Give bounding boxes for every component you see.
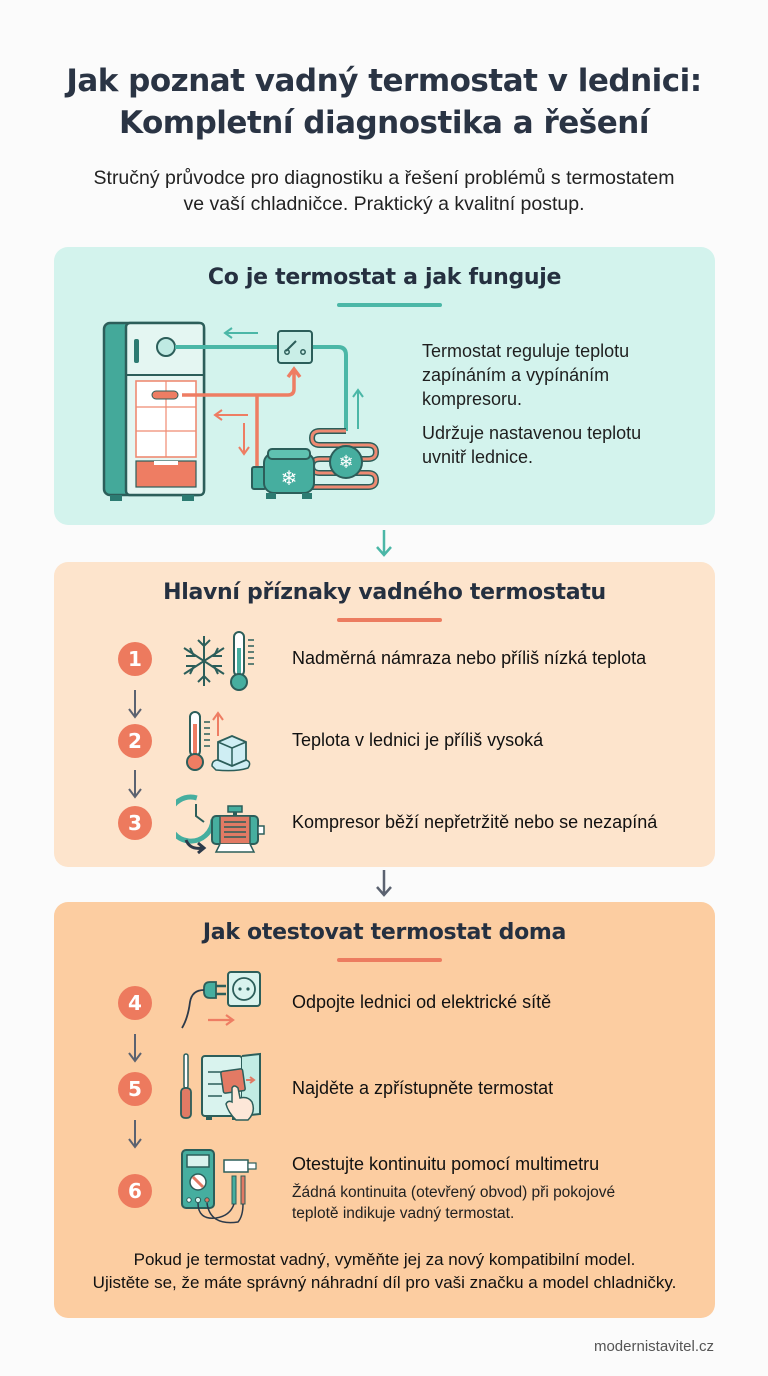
- test-step-text: Odpojte lednici od elektrické sítě: [292, 992, 552, 1012]
- section-title: Hlavní příznaky vadného termostatu: [163, 580, 606, 605]
- screwdriver-fridge-icon: [176, 1052, 266, 1122]
- title-underline: [337, 618, 442, 622]
- desc-1-line-1: Termostat reguluje teplotu: [422, 341, 630, 361]
- subtitle-line-1: Stručný průvodce pro diagnostiku a řešení problémů s termostatem: [93, 167, 675, 189]
- svg-text:❄: ❄: [280, 466, 298, 490]
- test-step-text: Otestujte kontinuitu pomocí multimetru: [292, 1154, 600, 1174]
- fridge-thermostat-diagram-icon: [98, 319, 398, 504]
- symptom-item: [54, 624, 715, 694]
- step-number-badge: 2: [118, 724, 152, 758]
- step-number-badge: 1: [118, 642, 152, 676]
- detail-line-1: Žádná kontinuita (otevřený obvod) při pokojové: [292, 1184, 616, 1201]
- title-line-1: Jak poznat vadný termostat v lednici:: [66, 63, 702, 99]
- section-home-testing: [54, 902, 715, 1318]
- title-underline: [337, 303, 442, 307]
- desc-1-line-3: kompresoru.: [422, 389, 523, 409]
- page-subtitle: [0, 165, 768, 217]
- section-title: Jak otestovat termostat doma: [202, 920, 567, 945]
- symptom-text: Teplota v lednici je příliš vysoká: [292, 730, 544, 750]
- section-symptoms: [54, 562, 715, 867]
- step-number-badge: 6: [118, 1174, 152, 1208]
- symptom-item: [54, 788, 715, 858]
- flow-arrow-down-icon: [374, 868, 394, 898]
- desc-2-line-1: Udržuje nastavenou teplotu: [422, 423, 642, 443]
- section-what-is-thermostat: [54, 247, 715, 525]
- note-line-1: Pokud je termostat vadný, vyměňte jej za nový kompatibilní model.: [133, 1250, 636, 1269]
- symptom-item: [54, 706, 715, 776]
- clock-compressor-icon: [176, 788, 266, 858]
- multimeter-icon: [176, 1146, 266, 1226]
- section-title: Co je termostat a jak funguje: [207, 265, 562, 290]
- symptom-text: Kompresor běží nepřetržitě nebo se nezapíná: [292, 812, 658, 832]
- test-step-item: [54, 1146, 715, 1236]
- step-number-badge: 4: [118, 986, 152, 1020]
- plug-socket-icon: [176, 968, 266, 1038]
- description-2: [422, 421, 641, 469]
- svg-text:❄: ❄: [338, 452, 354, 473]
- test-step-detail: [292, 1182, 615, 1224]
- site-watermark: modernistavitel.cz: [593, 1338, 714, 1355]
- title-line-2: Kompletní diagnostika a řešení: [119, 105, 649, 141]
- test-step-text: Najděte a zpřístupněte termostat: [292, 1078, 554, 1098]
- thermometer-melting-ice-icon: [176, 706, 266, 776]
- flow-arrow-down-icon: [374, 528, 394, 558]
- description-1: [422, 339, 629, 411]
- test-step-item: [54, 1052, 715, 1122]
- note-line-2: Ujistěte se, že máte správný náhradní díl pro vaši značku a model chladničky.: [92, 1273, 677, 1292]
- subtitle-line-2: ve vaší chladničce. Praktický a kvalitní postup.: [183, 193, 585, 215]
- replacement-note: [54, 1248, 715, 1294]
- desc-1-line-2: zapínáním a vypínáním: [422, 365, 610, 385]
- title-underline: [337, 958, 442, 962]
- test-step-item: [54, 968, 715, 1038]
- desc-2-line-2: uvnitř lednice.: [422, 447, 534, 467]
- snowflake-thermometer-icon: [176, 626, 266, 696]
- page-title: [0, 60, 768, 144]
- step-number-badge: 3: [118, 806, 152, 840]
- symptom-text: Nadměrná námraza nebo příliš nízká teplota: [292, 648, 647, 668]
- step-number-badge: 5: [118, 1072, 152, 1106]
- detail-line-2: teplotě indikuje vadný termostat.: [292, 1205, 515, 1222]
